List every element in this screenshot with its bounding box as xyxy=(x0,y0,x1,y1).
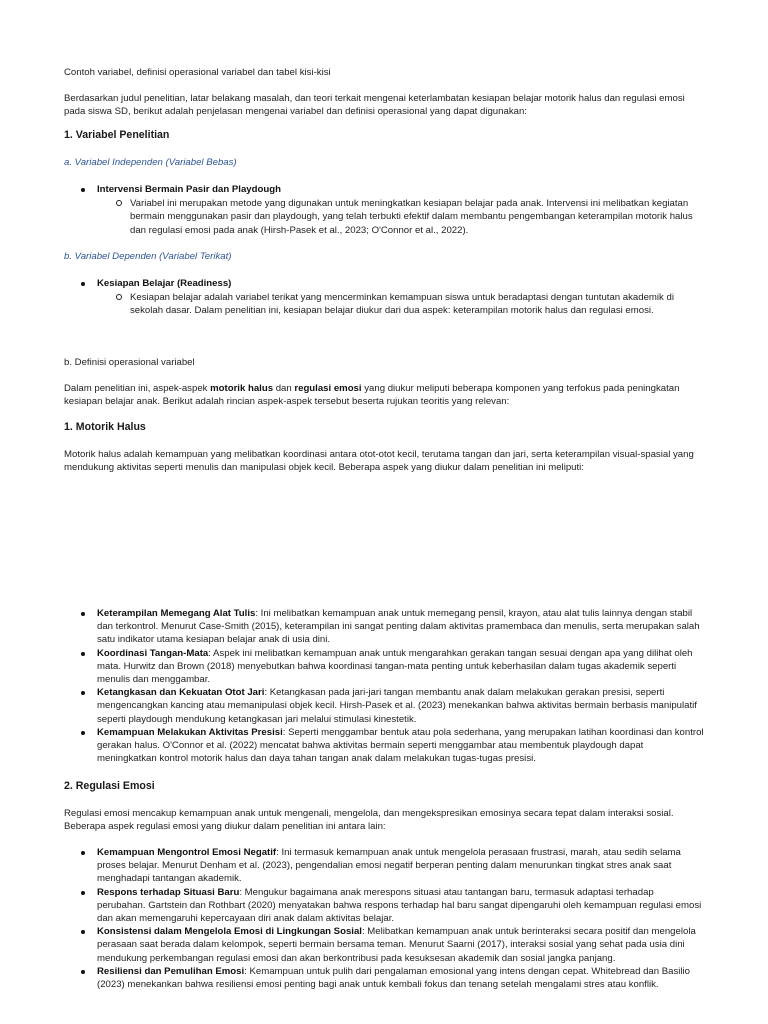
list-item xyxy=(64,925,704,965)
aspect-term: Keterampilan Memegang Alat Tulis xyxy=(97,608,256,619)
subheading-variabel-independen: a. Variabel Independen (Variabel Bebas) xyxy=(64,157,237,168)
emosi-intro-paragraph: Regulasi emosi mencakup kemampuan anak untuk mengenali, mengelola, dan mengekspresikan emosinya secara tepat dalam interaksi sosial. Beberapa aspek regulasi emosi yang diukur dalam penelitian ini antara lain: xyxy=(64,808,674,833)
aspect-term: Konsistensi dalam Mengelola Emosi di Lingkungan Sosial xyxy=(97,926,362,938)
aspect-description: : Melibatkan kemampuan anak untuk berinteraksi secara positif dan mengelola perasaan saat berada dalam kelompok, seperti bermain bersama teman. Menurut Saarni (2017), interaksi sosial yang sehat pada usia dini mendukung perkembangan regulasi emosi dan akan berkontribusi pada kesuksesan akademik dan sosial jangka panjang. xyxy=(97,926,696,964)
variable-name: Intervensi Bermain Pasir dan Playdough xyxy=(97,184,281,195)
document-title-line: Contoh variabel, definisi operasional variabel dan tabel kisi-kisi xyxy=(64,67,331,78)
definisi-intro-bold-motorik: motorik halus xyxy=(210,383,274,394)
definisi-intro-text-1: Dalam penelitian ini, aspek-aspek xyxy=(64,383,211,394)
section-heading-variabel-penelitian: 1. Variabel Penelitian xyxy=(64,129,170,141)
emosi-aspects-list xyxy=(64,846,704,991)
variable-name: Kesiapan Belajar (Readiness) xyxy=(97,278,232,289)
independent-variable-list xyxy=(64,183,704,237)
definisi-intro-paragraph xyxy=(64,382,704,408)
aspect-term: Koordinasi Tangan-Mata xyxy=(97,647,209,659)
aspect-term: Kemampuan Melakukan Aktivitas Presisi xyxy=(97,726,283,738)
aspect-description: : Aspek ini melibatkan kemampuan anak untuk mengarahkan gerakan tangan sesuai dengan apa yang dilihat oleh mata. Hurwitz dan Brown (2018) menyebutkan bahwa koordinasi tangan-mata penting untuk keberhasilan dalam tugas akademik seperti menulis dan menggambar. xyxy=(97,647,693,686)
list-item xyxy=(64,846,704,886)
aspect-description: : Mengukur bagaimana anak merespons situasi atau tantangan baru, termasuk adaptasi terhadap perubahan. Gartstein dan Rothbart (2020) menyatakan bahwa respons terhadap hal baru sangat dipengaruhi oleh kemampuan regulasi emosi dan akan memengaruhi kepercayaan diri anak dalam aktivitas belajar. xyxy=(97,886,702,925)
motorik-intro-paragraph: Motorik halus adalah kemampuan yang melibatkan koordinasi antara otot-otot kecil, terutama tangan dan jari, serta keterampilan visual-spasial yang mendukung aktivitas seperti menulis dan manipulasi objek kecil. Beberapa aspek yang diukur dalam penelitian ini meliputi: xyxy=(64,449,694,474)
variable-description-list xyxy=(97,197,704,237)
aspect-description: : Seperti menggambar bentuk atau pola sederhana, yang merupakan latihan koordinasi dan kontrol gerakan halus. O'Connor et al. (2022) mencatat bahwa aktivitas bermain seperti menggambar atau membentuk playdough dapat meningkatkan kontrol motorik halus dan daya tahan tangan anak dalam melakukan tugas-tugas presisi. xyxy=(97,726,704,765)
list-item xyxy=(64,886,704,926)
aspect-term: Resiliensi dan Pemulihan Emosi xyxy=(97,965,245,977)
motorik-aspects-list xyxy=(64,607,704,765)
list-item xyxy=(64,183,704,237)
list-item xyxy=(64,965,704,991)
aspect-description: : Ini melibatkan kemampuan anak untuk memegang pensil, krayon, atau alat tulis lainnya dengan stabil dan terkontrol. Menurut Case-Smith (2015), keterampilan ini sangat penting dalam aktivitas pramembaca dan menulis, serta merupakan salah satu indikator utama kesiapan belajar anak di usia dini. xyxy=(97,608,700,646)
section-heading-motorik-halus: 1. Motorik Halus xyxy=(64,421,146,433)
section-heading-regulasi-emosi: 2. Regulasi Emosi xyxy=(64,780,155,792)
list-item xyxy=(64,686,704,726)
definisi-intro-text-3: yang diukur meliputi beberapa komponen yang terfokus pada peningkatan kesiapan belajar anak. Berikut adalah rincian aspek-aspek tersebut beserta rujukan teoritis yang relevan: xyxy=(64,383,680,408)
subheading-variabel-dependen: b. Variabel Dependen (Variabel Terikat) xyxy=(64,251,232,262)
definisi-intro-text-2: dan xyxy=(273,383,295,394)
aspect-term: Ketangkasan dan Kekuatan Otot Jari xyxy=(97,687,265,699)
variable-description: Kesiapan belajar adalah variabel terikat yang mencerminkan kemampuan siswa untuk beradaptasi dengan tuntutan akademik di sekolah dasar. Dalam penelitian ini, kesiapan belajar diukur dari dua aspek: keterampilan motorik halus dan regulasi emosi. xyxy=(97,291,704,317)
intro-paragraph: Berdasarkan judul penelitian, latar belakang masalah, dan teori terkait mengenai keterlambatan kesiapan belajar motorik halus dan regulasi emosi pada siswa SD, berikut adalah penjelasan mengenai variabel dan definisi operasional yang dapat digunakan: xyxy=(64,93,685,118)
list-item xyxy=(64,647,704,687)
variable-description-list xyxy=(97,291,704,317)
aspect-description: : Kemampuan untuk pulih dari pengalaman emosional yang intens dengan cepat. Whitebread dan Basilio (2023) menekankan bahwa resiliensi emosi penting bagi anak untuk kembali fokus dan tenang setelah mengalami stres atau konflik. xyxy=(97,965,691,991)
list-item xyxy=(64,726,704,766)
aspect-description: : Ketangkasan pada jari-jari tangan membantu anak dalam melakukan gerakan presisi, seperti mengencangkan kancing atau memanipulasi objek kecil. Hirsh-Pasek et al. (2023) menekankan bahwa aktivitas bermain berbasis manipulatif seperti playdough mendukung ketangkasan jari melalui stimulasi kinestetik. xyxy=(97,687,697,725)
list-item xyxy=(64,607,704,647)
definisi-intro-bold-regulasi: regulasi emosi xyxy=(294,383,362,394)
aspect-term: Kemampuan Mengontrol Emosi Negatif xyxy=(97,847,277,858)
variable-description: Variabel ini merupakan metode yang digunakan untuk meningkatkan kesiapan belajar pada anak. Intervensi ini melibatkan kegiatan bermain menggunakan pasir dan playdough, yang telah terbukti efektif dalam membantu pengembangan keterampilan motorik halus dan regulasi emosi pada anak (Hirsh-Pasek et al., 2023; O'Connor et al., 2022). xyxy=(97,197,704,237)
list-item xyxy=(64,277,704,318)
dependent-variable-list xyxy=(64,277,704,318)
aspect-term: Respons terhadap Situasi Baru xyxy=(97,886,240,898)
aspect-description: : Ini termasuk kemampuan anak untuk mengelola perasaan frustrasi, marah, atau sedih selama proses belajar. Menurut Denham et al. (2023), pengendalian emosi negatif berperan penting dalam menurunkan tingkat stres anak saat menghadapi tantangan akademik. xyxy=(97,847,681,885)
definisi-operasional-heading: b. Definisi operasional variabel xyxy=(64,357,195,368)
